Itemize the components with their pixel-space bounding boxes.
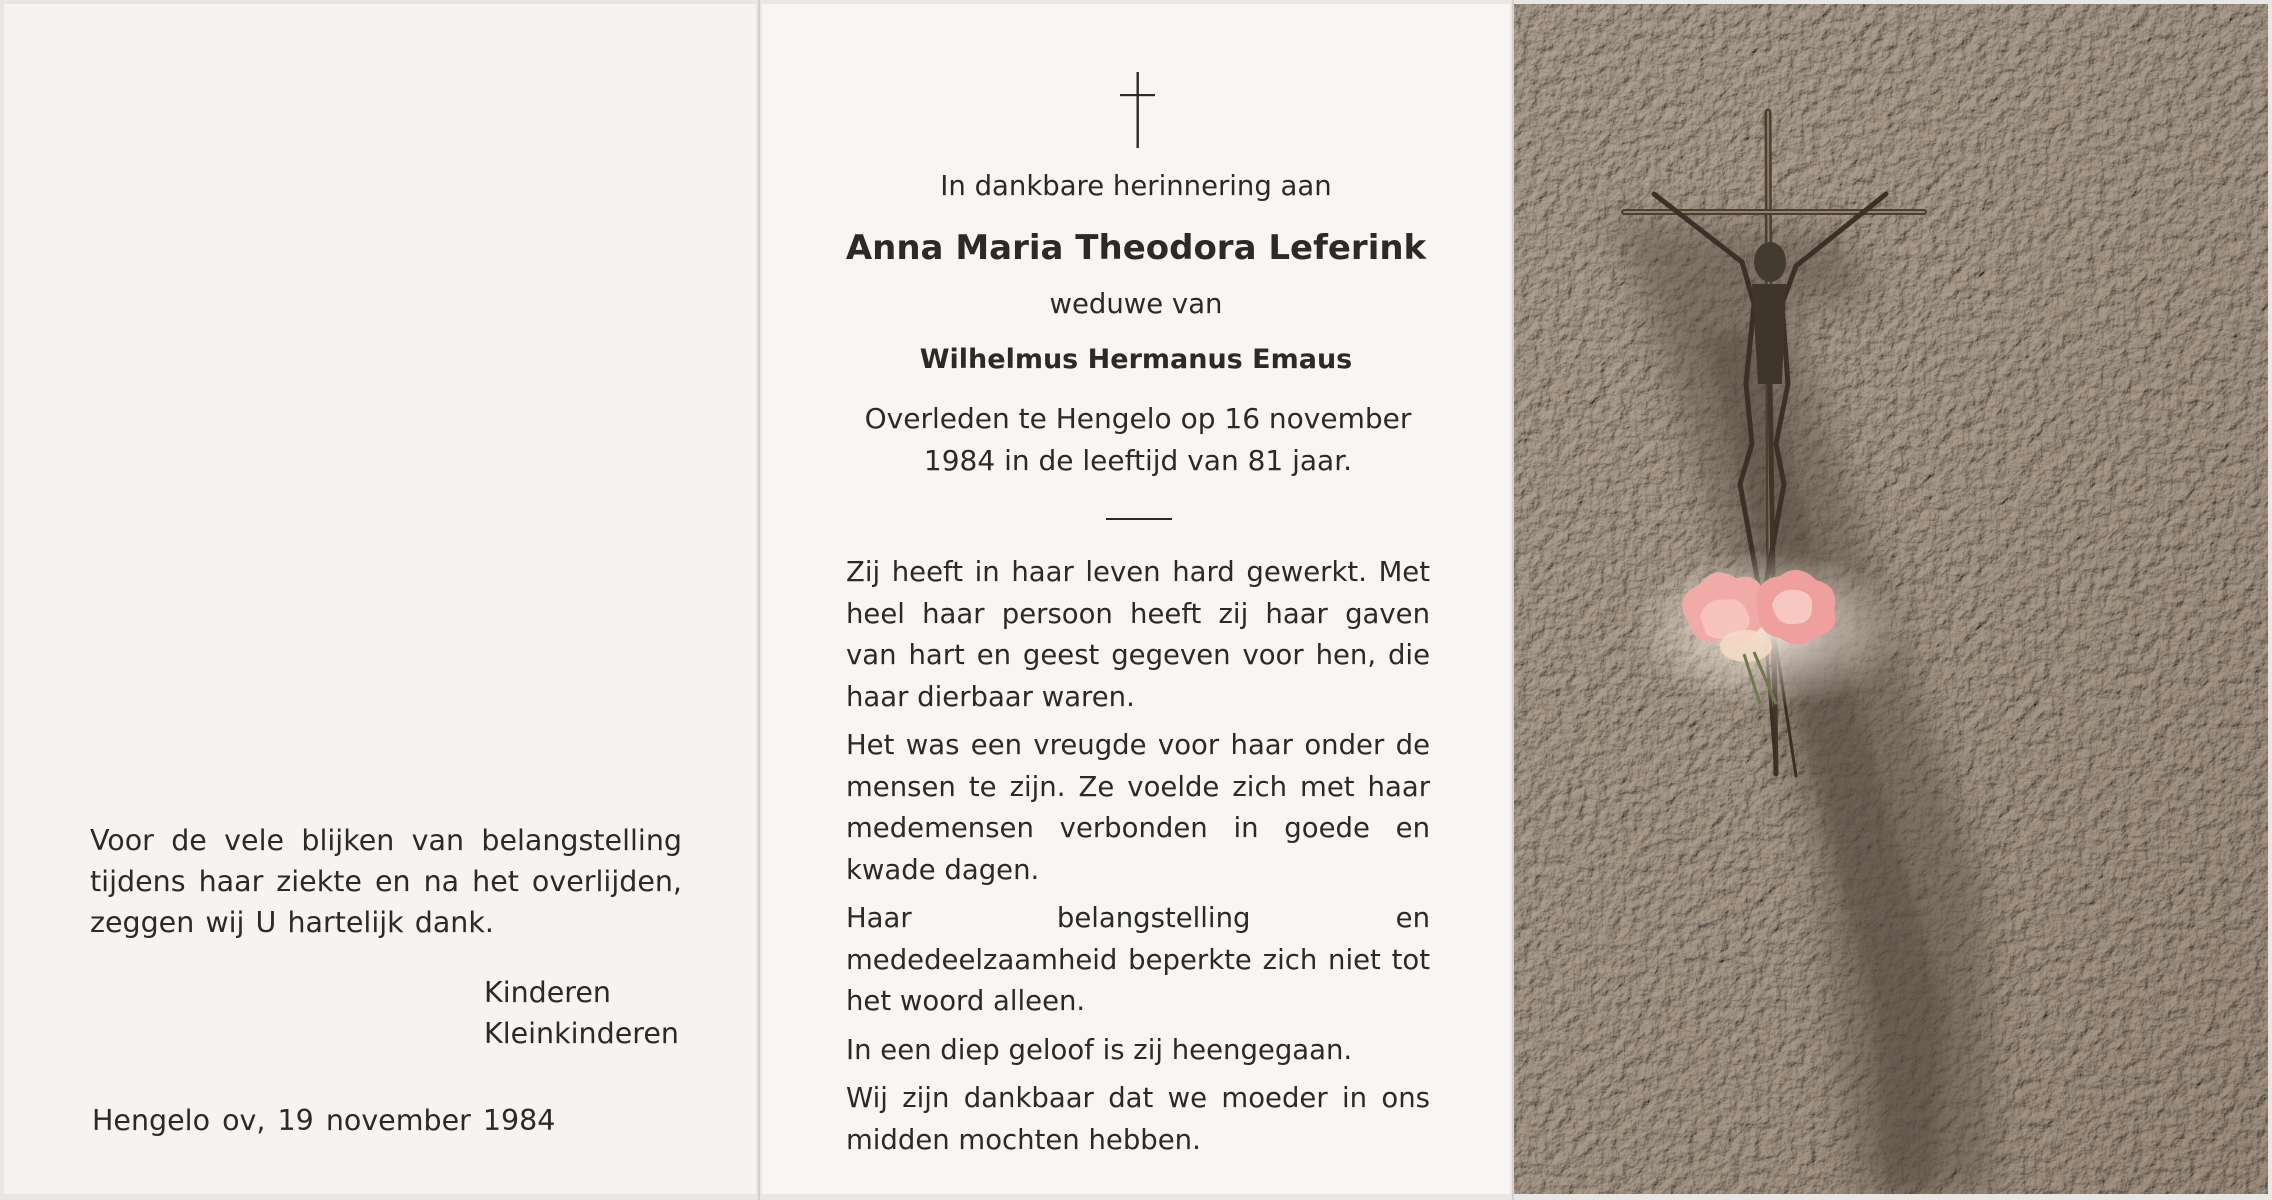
spouse-name: Wilhelmus Hermanus Emaus bbox=[919, 344, 1353, 375]
left-panel bbox=[4, 4, 756, 1194]
deceased-name: Anna Maria Theodora Leferink bbox=[845, 228, 1427, 268]
memorial-paragraph: In een diep geloof is zij heengegaan. bbox=[846, 1033, 1353, 1066]
signers bbox=[484, 972, 679, 1054]
crucifix-icon bbox=[1514, 4, 2268, 1194]
memorial-paragraph: Zij heeft in haar leven hard gewerkt. Met heel haar persoon heeft zij haar gaven van hart en geest gegeven voor hen, die haar dierbaar waren. bbox=[846, 556, 1430, 713]
intro-line: In dankbare herinnering aan bbox=[940, 170, 1332, 202]
place-date: Hengelo ov, 19 november 1984 bbox=[92, 1104, 556, 1137]
crucifix-photo bbox=[1514, 4, 2268, 1194]
memorial-paragraph: Het was een vreugde voor haar onder de mensen te zijn. Ze voelde zich met haar medemensen verbonden in goede en kwade dagen. bbox=[846, 729, 1430, 886]
middle-panel bbox=[762, 4, 1510, 1194]
memorial-text bbox=[846, 552, 1430, 1168]
signer-children: Kinderen bbox=[484, 976, 611, 1009]
memorial-paragraph: Wij zijn dankbaar dat we moeder in ons midden mochten hebben. bbox=[846, 1082, 1430, 1156]
signer-grandchildren: Kleinkinderen bbox=[484, 1017, 679, 1050]
fold-line-left bbox=[758, 0, 760, 1200]
thanks-text: Voor de vele blijken van belangstelling tijdens haar ziekte en na het overlijden, zeggen wij U hartelijk dank. bbox=[90, 824, 682, 939]
memorial-paragraph: Haar belangstelling en mededeelzaamheid beperkte zich niet tot het woord alleen. bbox=[846, 902, 1430, 1017]
thanks-message bbox=[90, 820, 682, 943]
divider bbox=[1106, 518, 1172, 520]
relation-line: weduwe van bbox=[1049, 288, 1223, 320]
latin-cross-icon bbox=[1118, 72, 1158, 148]
death-notice: Overleden te Hengelo op 16 november 1984 in de leeftijd van 81 jaar. bbox=[864, 402, 1412, 477]
